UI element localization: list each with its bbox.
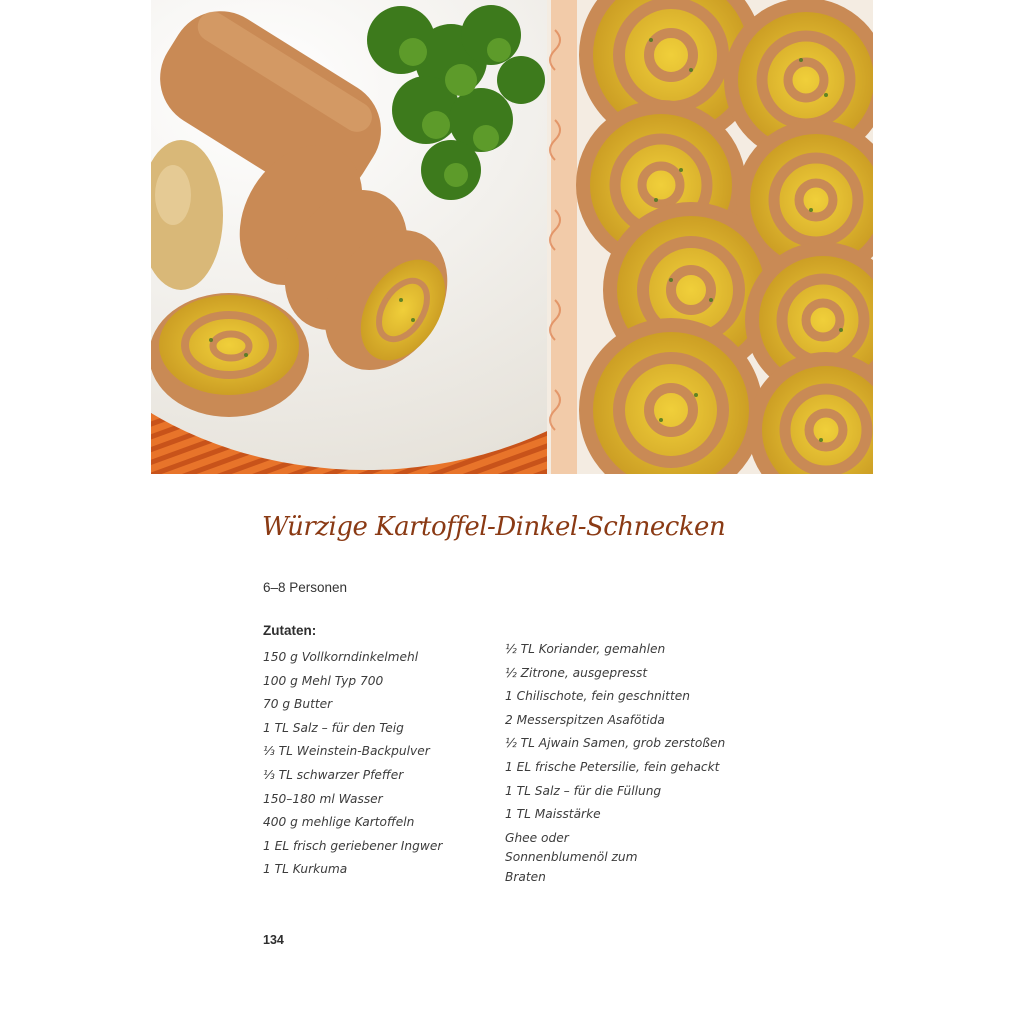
ingredient-item: 1 TL Salz – für die Füllung (505, 783, 662, 798)
ingredient-item: 1 Chilischote, fein geschnitten (505, 689, 690, 704)
ingredient-item: 150 g Vollkorndinkelmehl (263, 650, 419, 664)
ingredient-item: 2 Messerspitzen Asafötida (505, 712, 665, 727)
ingredient-item: ½ TL Ajwain Samen, grob zerstoßen (505, 736, 726, 751)
ingredient-item: 100 g Mehl Typ 700 (263, 673, 384, 688)
ingredient-item: ½ TL Koriander, gemahlen (505, 642, 666, 656)
ingredient-item: 150–180 ml Wasser (263, 791, 383, 806)
ingredient-item: 1 EL frische Petersilie, fein gehackt (505, 759, 720, 774)
ingredient-item: 1 TL Maisstärke (505, 807, 601, 822)
ingredient-item: ½ Zitrone, ausgepresst (505, 665, 648, 680)
ingredient-item: ⅓ TL schwarzer Pfeffer (263, 767, 404, 782)
ingredient-item: ⅓ TL Weinstein-Backpulver (263, 744, 430, 759)
ingredient-item: 1 TL Kurkuma (263, 862, 348, 877)
ingredients-heading: Zutaten: (263, 623, 317, 638)
ingredients-list-left (263, 646, 442, 882)
ingredient-item: 70 g Butter (263, 697, 333, 712)
ingredient-item: 400 g mehlige Kartoffeln (263, 815, 415, 830)
ingredient-item: 1 TL Salz – für den Teig (263, 720, 404, 735)
ingredient-item: Ghee oder Sonnenblumenöl zum Braten (505, 830, 638, 884)
recipe-title: Würzige Kartoffel-Dinkel-Schnecken (262, 512, 726, 542)
ingredients-list-right (505, 638, 725, 887)
recipe-photo (151, 0, 873, 474)
servings: 6–8 Personen (263, 580, 348, 595)
ingredient-item: 1 EL frisch geriebener Ingwer (263, 838, 443, 853)
page-number: 134 (263, 933, 284, 947)
